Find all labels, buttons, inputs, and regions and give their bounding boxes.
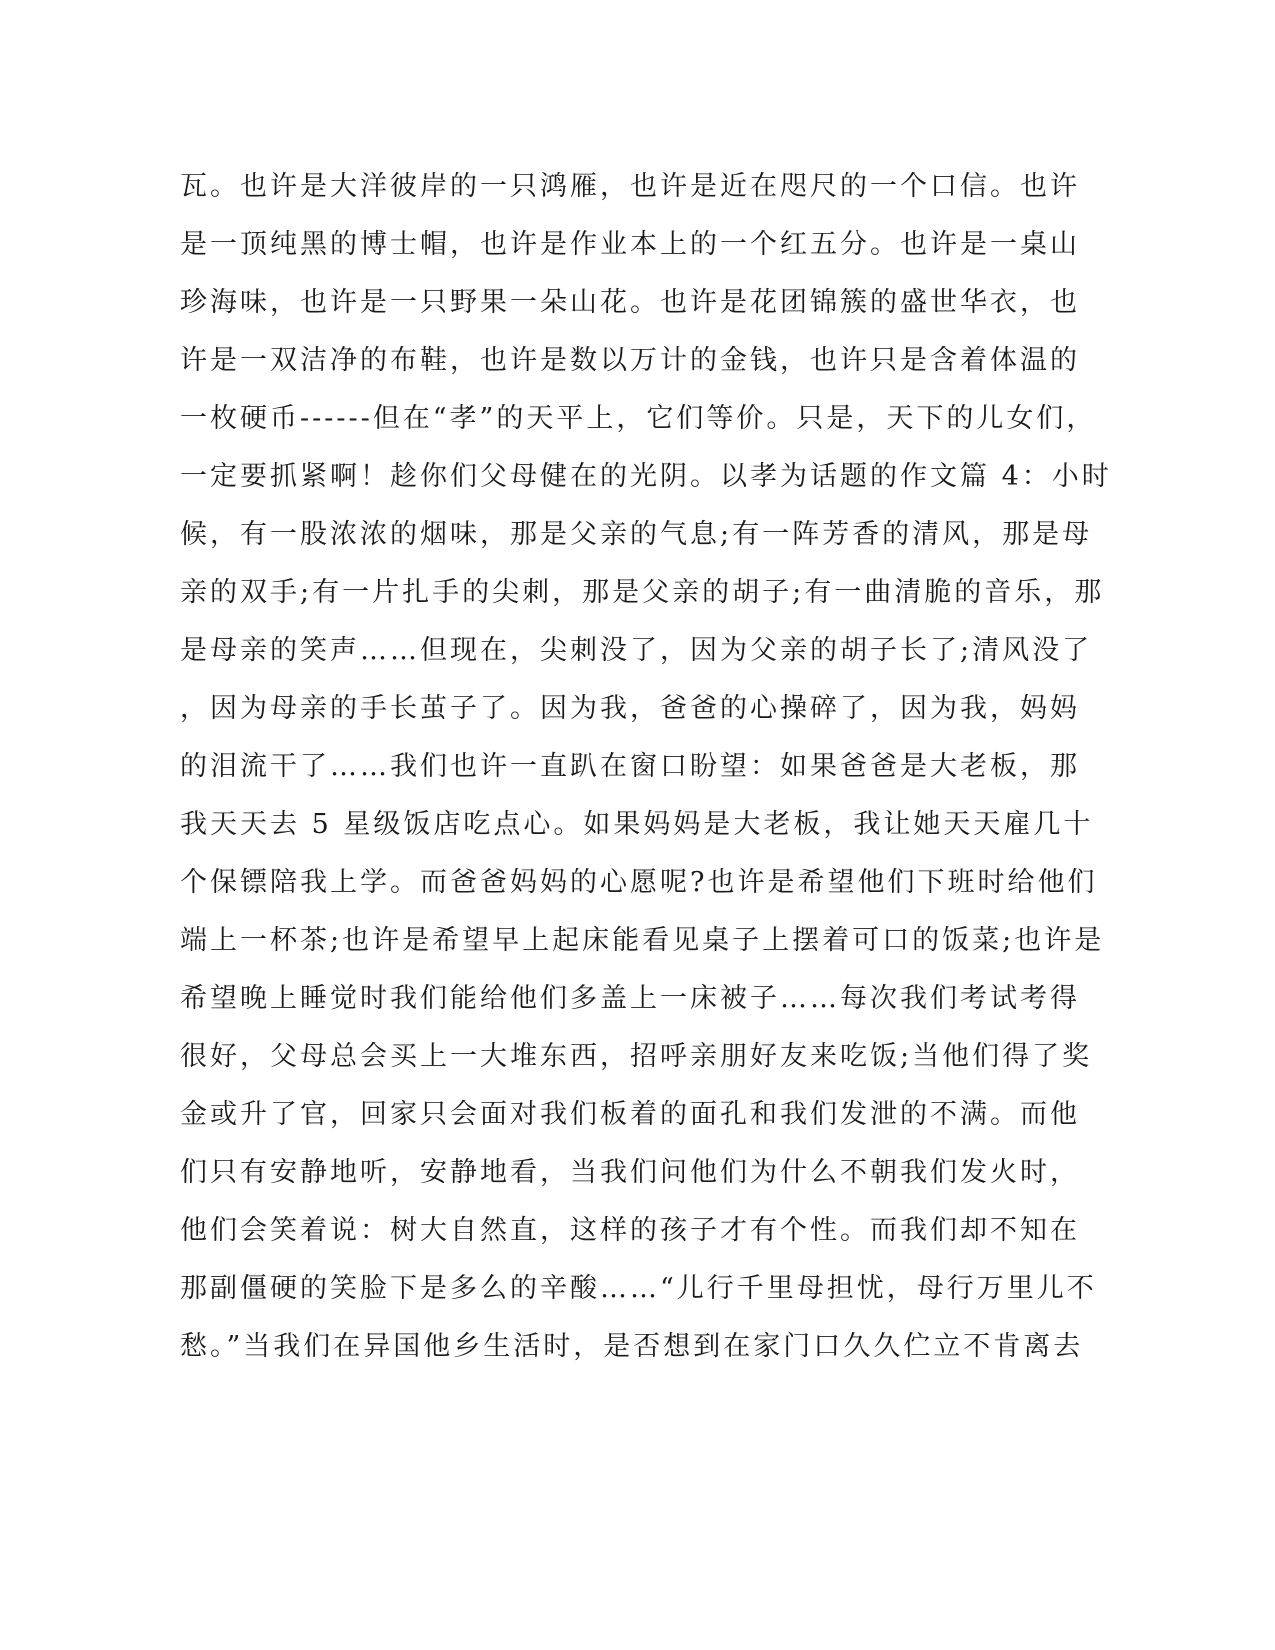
text-line: 的泪流干了……我们也许一直趴在窗口盼望：如果爸爸是大老板，那: [180, 751, 1080, 782]
text-line: 们只有安静地听，安静地看，当我们问他们为什么不朝我们发火时，: [180, 1157, 1080, 1188]
body-text: [180, 158, 1112, 1376]
text-line: 很好，父母总会买上一大堆东西，招呼亲朋好友来吃饭;当他们得了奖: [180, 1041, 1093, 1072]
text-line: 瓦。也许是大洋彼岸的一只鸿雁，也许是近在咫尺的一个口信。也许: [180, 171, 1080, 202]
text-line: 他们会笑着说：树大自然直，这样的孩子才有个性。而我们却不知在: [180, 1215, 1080, 1246]
text-line: 一定要抓紧啊！趁你们父母健在的光阴。以孝为话题的作文篇 4：小时: [180, 461, 1112, 492]
text-line: 亲的双手;有一片扎手的尖刺，那是父亲的胡子;有一曲清脆的音乐，那: [180, 577, 1105, 608]
text-line: 端上一杯茶;也许是希望早上起床能看见桌子上摆着可口的饭菜;也许是: [180, 925, 1105, 956]
text-line: 珍海味，也许是一只野果一朵山花。也许是花团锦簇的盛世华衣，也: [180, 287, 1080, 318]
text-line: 是母亲的笑声……但现在，尖刺没了，因为父亲的胡子长了;清风没了: [180, 635, 1093, 666]
text-line: 许是一双洁净的布鞋，也许是数以万计的金钱，也许只是含着体温的: [180, 345, 1080, 376]
text-line: 是一顶纯黑的博士帽，也许是作业本上的一个红五分。也许是一桌山: [180, 229, 1080, 260]
text-line: 愁。”当我们在异国他乡生活时，是否想到在家门口久久伫立不肯离去: [180, 1331, 1084, 1362]
text-line: ，因为母亲的手长茧子了。因为我，爸爸的心操碎了，因为我，妈妈: [180, 693, 1080, 724]
text-line: 个保镖陪我上学。而爸爸妈妈的心愿呢?也许是希望他们下班时给他们: [180, 867, 1098, 898]
text-line: 希望晚上睡觉时我们能给他们多盖上一床被子……每次我们考试考得: [180, 983, 1080, 1014]
text-line: 候，有一股浓浓的烟味，那是父亲的气息;有一阵芳香的清风，那是母: [180, 519, 1093, 550]
text-line: 金或升了官，回家只会面对我们板着的面孔和我们发泄的不满。而他: [180, 1099, 1080, 1130]
text-line: 一枚硬币------但在“孝”的天平上，它们等价。只是，天下的儿女们，: [180, 403, 1097, 434]
text-line: 那副僵硬的笑脸下是多么的辛酸……“儿行千里母担忧，母行万里儿不: [180, 1273, 1097, 1304]
text-line: 我天天去 5 星级饭店吃点心。如果妈妈是大老板，我让她天天雇几十: [180, 809, 1094, 840]
